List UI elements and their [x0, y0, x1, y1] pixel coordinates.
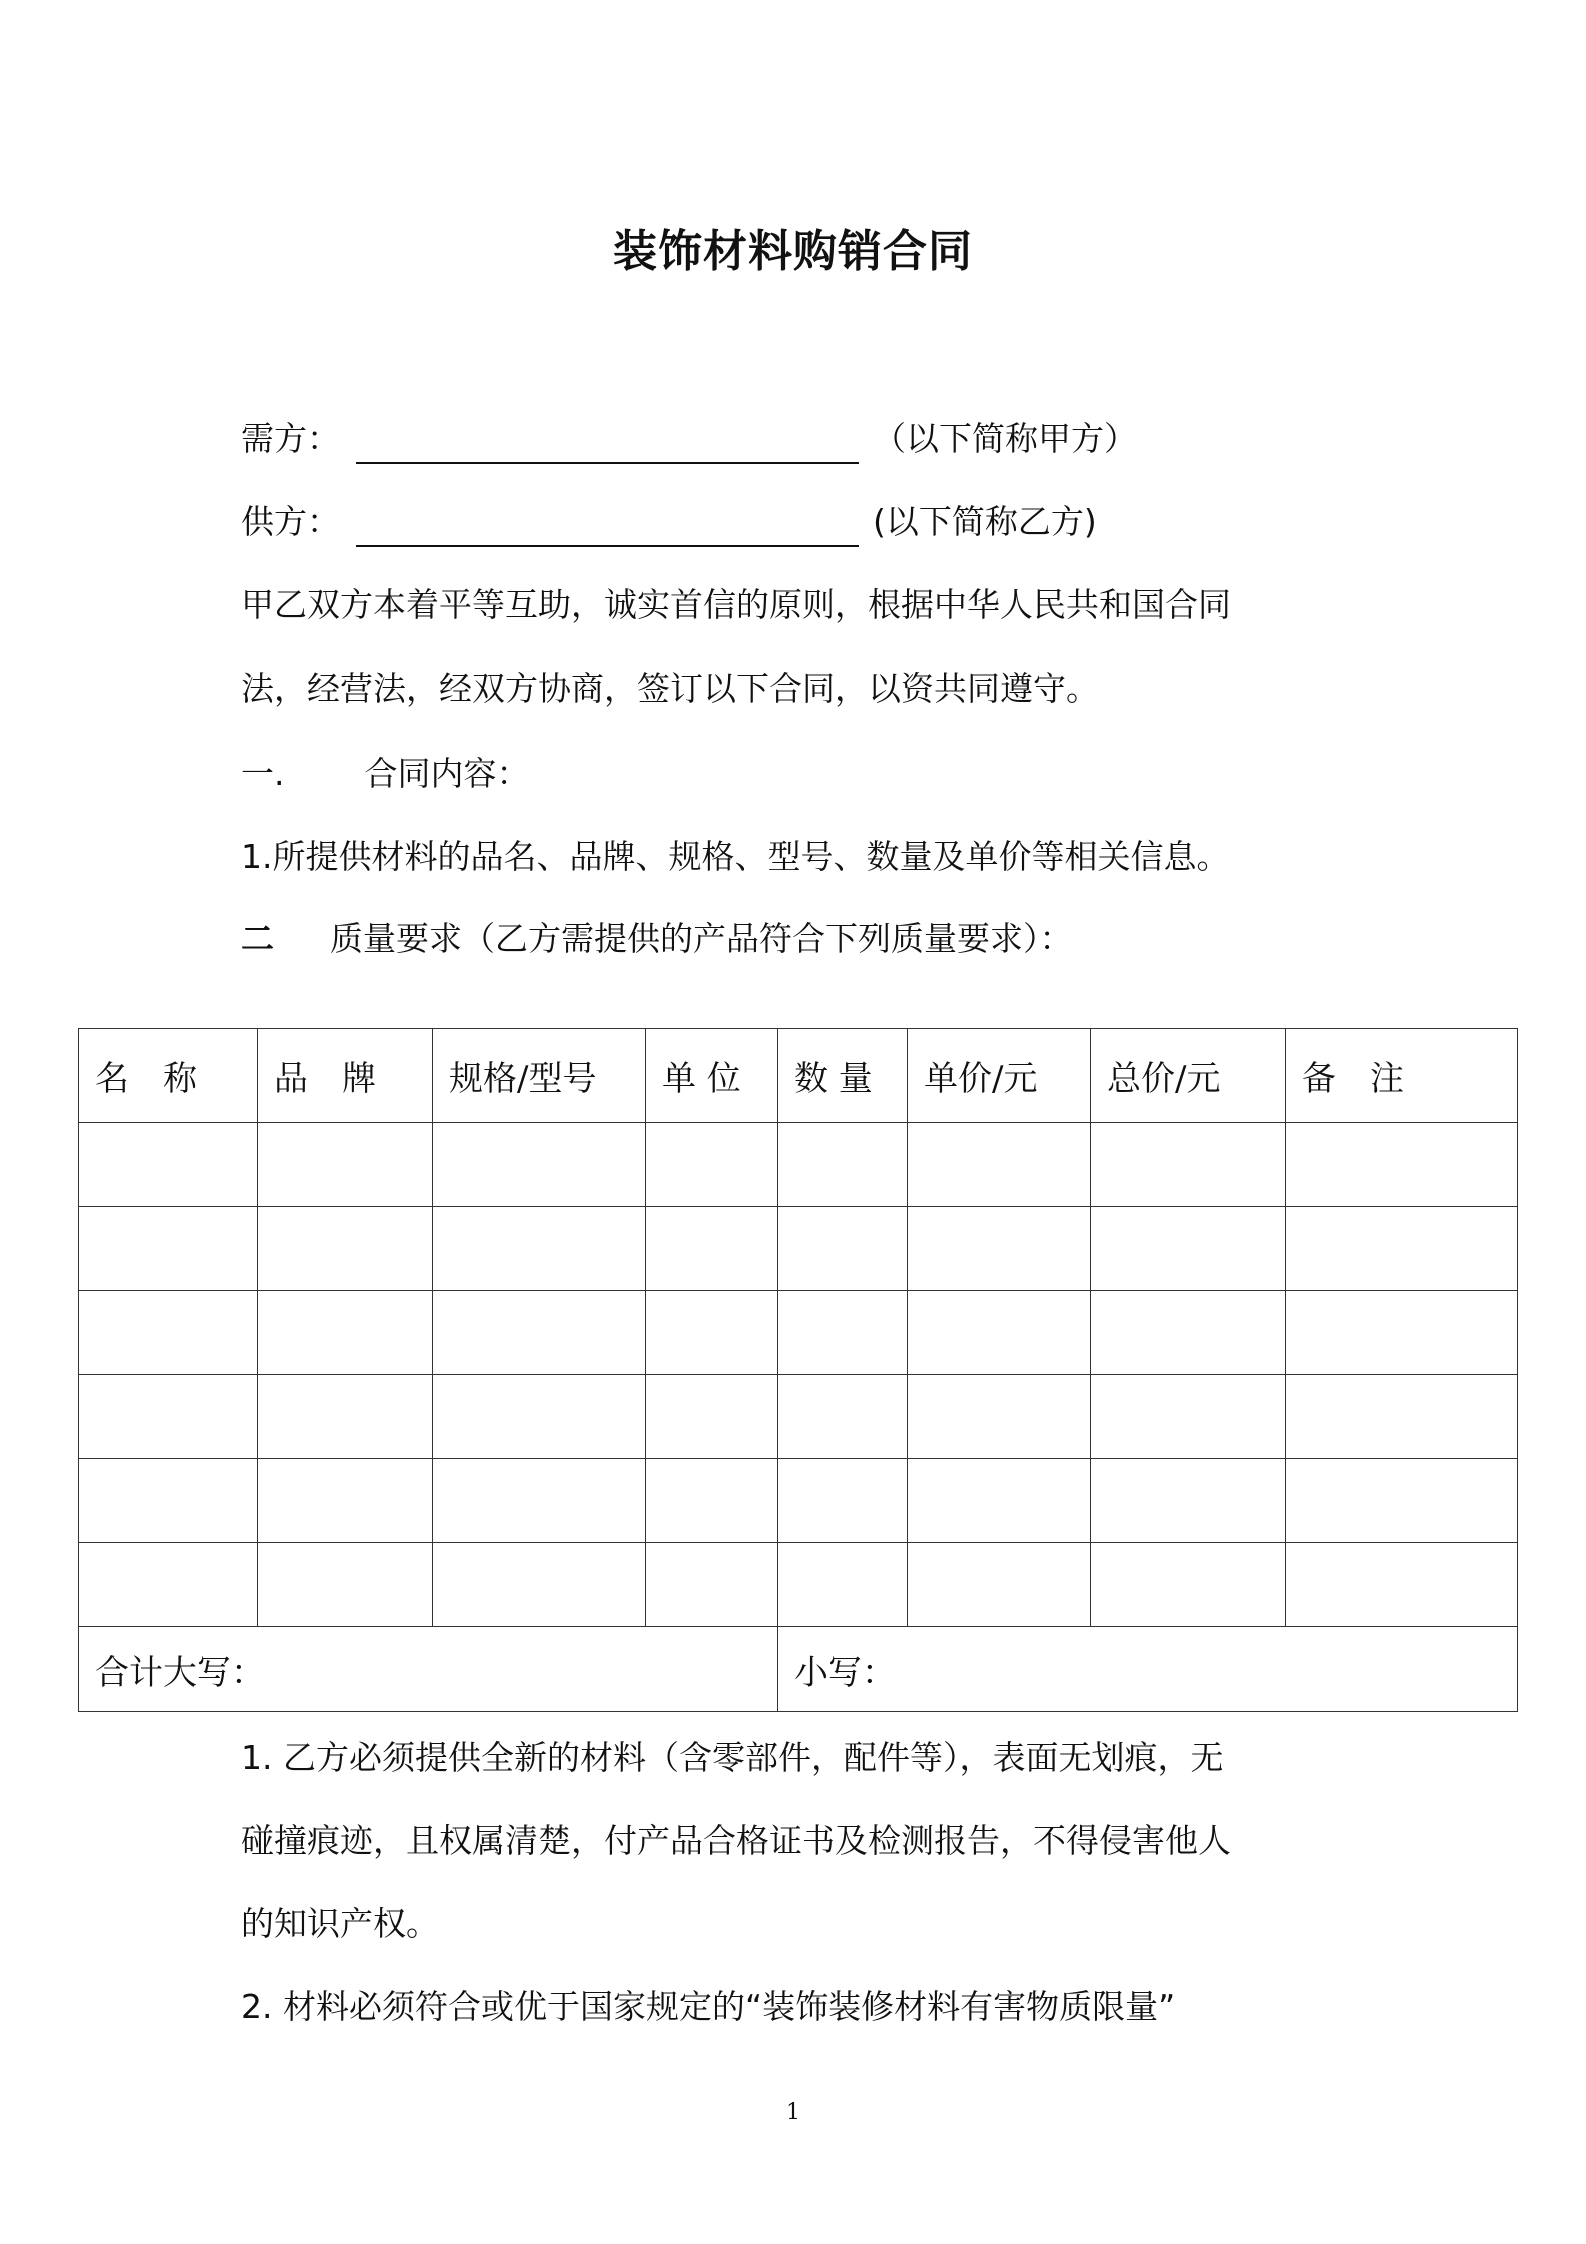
table-total-row — [79, 1627, 1518, 1712]
table-cell[interactable] — [1091, 1459, 1286, 1543]
header-remarks: 备 注 — [1286, 1029, 1518, 1123]
section-1-number: 一. — [241, 754, 285, 793]
table-header-row — [79, 1029, 1518, 1123]
table-cell[interactable] — [433, 1459, 646, 1543]
table-cell[interactable] — [646, 1123, 778, 1207]
table-cell[interactable] — [258, 1291, 433, 1375]
table-cell[interactable] — [908, 1543, 1091, 1627]
table-cell[interactable] — [908, 1375, 1091, 1459]
table-cell[interactable] — [908, 1459, 1091, 1543]
table-cell[interactable] — [1286, 1543, 1518, 1627]
table-cell[interactable] — [646, 1375, 778, 1459]
table-cell[interactable] — [79, 1459, 258, 1543]
header-spec: 规格/型号 — [433, 1029, 646, 1123]
party-b-label: 供方： — [241, 502, 340, 541]
table-cell[interactable] — [778, 1459, 908, 1543]
table-cell[interactable] — [258, 1207, 433, 1291]
table-cell[interactable] — [79, 1291, 258, 1375]
party-b-blank — [356, 543, 859, 547]
page-number: 1 — [786, 2100, 800, 2125]
table-cell[interactable] — [258, 1543, 433, 1627]
section-1-title: 合同内容： — [364, 754, 530, 793]
table-cell[interactable] — [1091, 1291, 1286, 1375]
header-unit: 单 位 — [646, 1029, 778, 1123]
section-1-heading — [241, 754, 530, 793]
section-2-heading — [241, 919, 1073, 958]
table-cell[interactable] — [1091, 1375, 1286, 1459]
table-row — [79, 1375, 1518, 1459]
header-quantity: 数 量 — [778, 1029, 908, 1123]
table-cell[interactable] — [1091, 1123, 1286, 1207]
table-cell[interactable] — [79, 1375, 258, 1459]
table-cell[interactable] — [646, 1291, 778, 1375]
table-cell[interactable] — [778, 1207, 908, 1291]
intro-line-2: 法，经营法，经双方协商，签订以下合同，以资共同遵守。 — [241, 669, 1099, 708]
table-cell[interactable] — [433, 1291, 646, 1375]
table-cell[interactable] — [433, 1207, 646, 1291]
header-unit-price: 单价/元 — [908, 1029, 1091, 1123]
table-cell[interactable] — [1286, 1291, 1518, 1375]
party-a-note: （以下简称甲方） — [873, 419, 1137, 458]
party-b-line — [241, 502, 1097, 547]
table-cell[interactable] — [1286, 1123, 1518, 1207]
table-row — [79, 1459, 1518, 1543]
table-row — [79, 1123, 1518, 1207]
requirement-line-2: 碰撞痕迹，且权属清楚，付产品合格证书及检测报告，不得侵害他人 — [241, 1821, 1231, 1860]
intro-line-1: 甲乙双方本着平等互助，诚实首信的原则，根据中华人民共和国合同 — [241, 585, 1231, 624]
party-a-line — [241, 419, 1137, 464]
table-cell[interactable] — [646, 1543, 778, 1627]
table-row — [79, 1207, 1518, 1291]
table-cell[interactable] — [258, 1459, 433, 1543]
party-b-note: (以下简称乙方) — [873, 502, 1097, 541]
section-1-item: 1.所提供材料的品名、品牌、规格、型号、数量及单价等相关信息。 — [241, 837, 1230, 876]
table-row — [79, 1291, 1518, 1375]
table-cell[interactable] — [646, 1207, 778, 1291]
document-title: 装饰材料购销合同 — [613, 226, 973, 277]
table-row — [79, 1543, 1518, 1627]
table-cell[interactable] — [1091, 1207, 1286, 1291]
table-cell[interactable] — [79, 1123, 258, 1207]
total-lower-cell[interactable]: 小写： — [778, 1627, 1518, 1712]
header-name: 名 称 — [79, 1029, 258, 1123]
section-2-title: 质量要求（乙方需提供的产品符合下列质量要求）： — [330, 919, 1073, 958]
section-2-number: 二 — [241, 919, 274, 958]
party-a-label: 需方： — [241, 419, 340, 458]
table-cell[interactable] — [258, 1375, 433, 1459]
table-cell[interactable] — [1286, 1375, 1518, 1459]
table-cell[interactable] — [778, 1291, 908, 1375]
table-cell[interactable] — [778, 1123, 908, 1207]
table-cell[interactable] — [258, 1123, 433, 1207]
requirement-line-4: 2. 材料必须符合或优于国家规定的“装饰装修材料有害物质限量” — [241, 1987, 1176, 2026]
table-cell[interactable] — [79, 1543, 258, 1627]
party-a-blank — [356, 460, 859, 464]
total-upper-cell[interactable]: 合计大写： — [79, 1627, 778, 1712]
requirement-line-1: 1. 乙方必须提供全新的材料（含零部件，配件等），表面无划痕，无 — [241, 1738, 1224, 1777]
table-cell[interactable] — [79, 1207, 258, 1291]
table-cell[interactable] — [778, 1543, 908, 1627]
table-cell[interactable] — [1091, 1543, 1286, 1627]
requirement-line-3: 的知识产权。 — [241, 1904, 439, 1943]
table-cell[interactable] — [433, 1123, 646, 1207]
table-cell[interactable] — [908, 1291, 1091, 1375]
table-cell[interactable] — [908, 1207, 1091, 1291]
header-total-price: 总价/元 — [1091, 1029, 1286, 1123]
header-brand: 品 牌 — [258, 1029, 433, 1123]
table-cell[interactable] — [908, 1123, 1091, 1207]
table-cell[interactable] — [1286, 1207, 1518, 1291]
table-cell[interactable] — [1286, 1459, 1518, 1543]
table-cell[interactable] — [433, 1375, 646, 1459]
materials-table — [78, 1028, 1518, 1712]
table-cell[interactable] — [433, 1543, 646, 1627]
table-cell[interactable] — [778, 1375, 908, 1459]
table-cell[interactable] — [646, 1459, 778, 1543]
